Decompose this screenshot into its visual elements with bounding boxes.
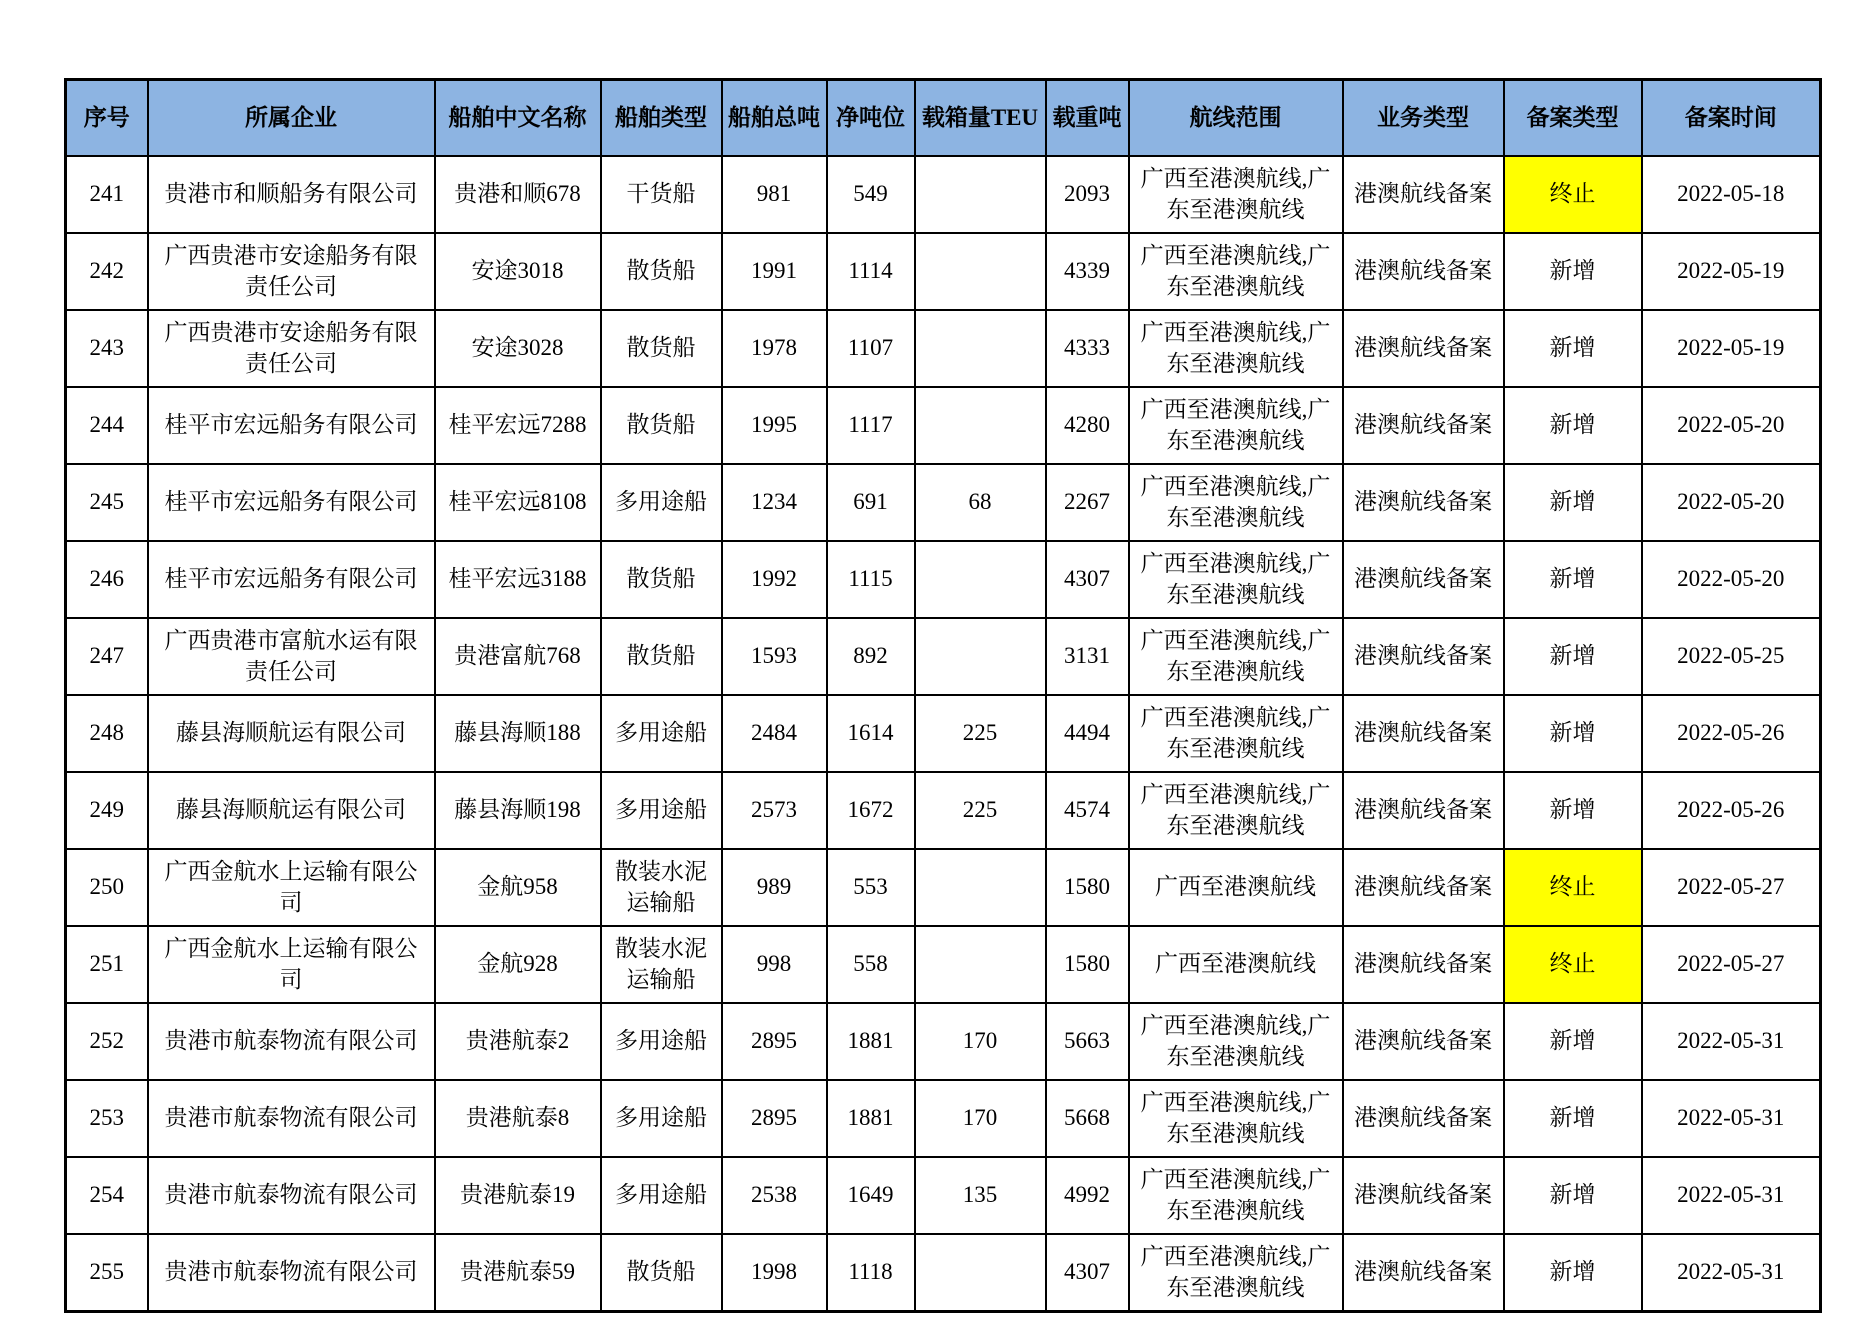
cell-teu	[915, 849, 1046, 926]
cell-route: 广西至港澳航线,广东至港澳航线	[1129, 772, 1343, 849]
cell-date: 2022-05-31	[1642, 1157, 1821, 1234]
cell-teu	[915, 926, 1046, 1003]
cell-filing: 新增	[1504, 233, 1642, 310]
cell-teu: 225	[915, 772, 1046, 849]
cell-ship: 贵港航泰19	[435, 1157, 601, 1234]
cell-date: 2022-05-25	[1642, 618, 1821, 695]
table-row	[66, 1080, 1821, 1157]
cell-business: 港澳航线备案	[1343, 772, 1504, 849]
ship-filing-table	[64, 78, 1822, 1313]
cell-company: 桂平市宏远船务有限公司	[148, 387, 435, 464]
cell-ship: 金航928	[435, 926, 601, 1003]
cell-net: 1114	[827, 233, 915, 310]
cell-business: 港澳航线备案	[1343, 849, 1504, 926]
cell-no: 241	[66, 156, 148, 233]
cell-teu	[915, 310, 1046, 387]
cell-gross: 1991	[722, 233, 827, 310]
cell-type: 散货船	[601, 387, 722, 464]
cell-business: 港澳航线备案	[1343, 1003, 1504, 1080]
cell-company: 贵港市航泰物流有限公司	[148, 1080, 435, 1157]
cell-business: 港澳航线备案	[1343, 926, 1504, 1003]
cell-route: 广西至港澳航线,广东至港澳航线	[1129, 541, 1343, 618]
cell-dwt: 4339	[1046, 233, 1129, 310]
cell-net: 553	[827, 849, 915, 926]
column-header-net: 净吨位	[827, 80, 915, 157]
header-row	[66, 80, 1821, 157]
cell-date: 2022-05-19	[1642, 233, 1821, 310]
column-header-type: 船舶类型	[601, 80, 722, 157]
cell-no: 245	[66, 464, 148, 541]
cell-dwt: 5668	[1046, 1080, 1129, 1157]
cell-no: 242	[66, 233, 148, 310]
cell-ship: 贵港和顺678	[435, 156, 601, 233]
cell-filing: 新增	[1504, 387, 1642, 464]
cell-dwt: 4307	[1046, 1234, 1129, 1312]
cell-teu	[915, 618, 1046, 695]
table-row	[66, 772, 1821, 849]
cell-no: 244	[66, 387, 148, 464]
table-row	[66, 849, 1821, 926]
cell-teu	[915, 1234, 1046, 1312]
cell-business: 港澳航线备案	[1343, 1234, 1504, 1312]
cell-route: 广西至港澳航线,广东至港澳航线	[1129, 1157, 1343, 1234]
cell-net: 1118	[827, 1234, 915, 1312]
cell-net: 691	[827, 464, 915, 541]
cell-type: 干货船	[601, 156, 722, 233]
table-body	[66, 156, 1821, 1312]
cell-ship: 桂平宏远3188	[435, 541, 601, 618]
cell-company: 贵港市航泰物流有限公司	[148, 1234, 435, 1312]
column-header-route: 航线范围	[1129, 80, 1343, 157]
cell-business: 港澳航线备案	[1343, 464, 1504, 541]
cell-no: 252	[66, 1003, 148, 1080]
cell-ship: 桂平宏远7288	[435, 387, 601, 464]
cell-route: 广西至港澳航线,广东至港澳航线	[1129, 233, 1343, 310]
table-row	[66, 618, 1821, 695]
cell-ship: 贵港航泰2	[435, 1003, 601, 1080]
cell-teu: 68	[915, 464, 1046, 541]
cell-gross: 1234	[722, 464, 827, 541]
cell-filing: 新增	[1504, 541, 1642, 618]
table-row	[66, 695, 1821, 772]
cell-dwt: 1580	[1046, 926, 1129, 1003]
cell-route: 广西至港澳航线,广东至港澳航线	[1129, 387, 1343, 464]
cell-filing: 新增	[1504, 464, 1642, 541]
cell-gross: 2538	[722, 1157, 827, 1234]
cell-company: 贵港市航泰物流有限公司	[148, 1157, 435, 1234]
cell-gross: 1978	[722, 310, 827, 387]
cell-no: 249	[66, 772, 148, 849]
cell-filing: 新增	[1504, 310, 1642, 387]
cell-teu	[915, 387, 1046, 464]
cell-ship: 贵港航泰8	[435, 1080, 601, 1157]
cell-type: 多用途船	[601, 1157, 722, 1234]
table-row	[66, 1234, 1821, 1312]
cell-date: 2022-05-26	[1642, 772, 1821, 849]
cell-date: 2022-05-31	[1642, 1234, 1821, 1312]
cell-dwt: 4333	[1046, 310, 1129, 387]
column-header-ship: 船舶中文名称	[435, 80, 601, 157]
table-row	[66, 387, 1821, 464]
cell-route: 广西至港澳航线,广东至港澳航线	[1129, 618, 1343, 695]
cell-teu: 170	[915, 1080, 1046, 1157]
cell-company: 贵港市和顺船务有限公司	[148, 156, 435, 233]
column-header-filing: 备案类型	[1504, 80, 1642, 157]
cell-business: 港澳航线备案	[1343, 1080, 1504, 1157]
cell-no: 254	[66, 1157, 148, 1234]
column-header-date: 备案时间	[1642, 80, 1821, 157]
table-row	[66, 541, 1821, 618]
cell-no: 246	[66, 541, 148, 618]
cell-route: 广西至港澳航线,广东至港澳航线	[1129, 1234, 1343, 1312]
cell-teu: 135	[915, 1157, 1046, 1234]
cell-business: 港澳航线备案	[1343, 310, 1504, 387]
cell-route: 广西至港澳航线,广东至港澳航线	[1129, 1080, 1343, 1157]
cell-gross: 1593	[722, 618, 827, 695]
cell-filing: 新增	[1504, 618, 1642, 695]
cell-gross: 2895	[722, 1080, 827, 1157]
cell-business: 港澳航线备案	[1343, 541, 1504, 618]
cell-dwt: 4307	[1046, 541, 1129, 618]
cell-type: 散货船	[601, 233, 722, 310]
cell-dwt: 4574	[1046, 772, 1129, 849]
cell-company: 桂平市宏远船务有限公司	[148, 464, 435, 541]
cell-net: 1614	[827, 695, 915, 772]
cell-net: 892	[827, 618, 915, 695]
cell-net: 1649	[827, 1157, 915, 1234]
column-header-company: 所属企业	[148, 80, 435, 157]
cell-filing: 新增	[1504, 772, 1642, 849]
cell-type: 多用途船	[601, 772, 722, 849]
table-row	[66, 926, 1821, 1003]
cell-gross: 998	[722, 926, 827, 1003]
cell-type: 散装水泥运输船	[601, 926, 722, 1003]
cell-company: 贵港市航泰物流有限公司	[148, 1003, 435, 1080]
cell-business: 港澳航线备案	[1343, 695, 1504, 772]
cell-filing: 终止	[1504, 849, 1642, 926]
cell-net: 1881	[827, 1080, 915, 1157]
cell-company: 广西金航水上运输有限公司	[148, 926, 435, 1003]
cell-business: 港澳航线备案	[1343, 233, 1504, 310]
column-header-dwt: 载重吨	[1046, 80, 1129, 157]
cell-business: 港澳航线备案	[1343, 156, 1504, 233]
cell-company: 桂平市宏远船务有限公司	[148, 541, 435, 618]
cell-dwt: 4494	[1046, 695, 1129, 772]
cell-date: 2022-05-26	[1642, 695, 1821, 772]
cell-ship: 安途3018	[435, 233, 601, 310]
table-row	[66, 1003, 1821, 1080]
cell-route: 广西至港澳航线,广东至港澳航线	[1129, 695, 1343, 772]
cell-filing: 新增	[1504, 1234, 1642, 1312]
table-row	[66, 310, 1821, 387]
cell-gross: 1992	[722, 541, 827, 618]
cell-ship: 藤县海顺188	[435, 695, 601, 772]
cell-dwt: 4992	[1046, 1157, 1129, 1234]
cell-no: 248	[66, 695, 148, 772]
cell-teu	[915, 233, 1046, 310]
cell-dwt: 2267	[1046, 464, 1129, 541]
cell-filing: 终止	[1504, 156, 1642, 233]
cell-date: 2022-05-27	[1642, 926, 1821, 1003]
cell-gross: 2573	[722, 772, 827, 849]
cell-date: 2022-05-20	[1642, 541, 1821, 618]
cell-gross: 1998	[722, 1234, 827, 1312]
cell-filing: 新增	[1504, 1003, 1642, 1080]
table-row	[66, 1157, 1821, 1234]
cell-type: 多用途船	[601, 695, 722, 772]
cell-dwt: 4280	[1046, 387, 1129, 464]
cell-no: 250	[66, 849, 148, 926]
column-header-teu: 载箱量TEU	[915, 80, 1046, 157]
cell-ship: 藤县海顺198	[435, 772, 601, 849]
cell-gross: 2895	[722, 1003, 827, 1080]
cell-net: 1881	[827, 1003, 915, 1080]
cell-type: 散装水泥运输船	[601, 849, 722, 926]
cell-type: 多用途船	[601, 1003, 722, 1080]
cell-filing: 终止	[1504, 926, 1642, 1003]
cell-teu: 170	[915, 1003, 1046, 1080]
cell-type: 散货船	[601, 310, 722, 387]
table-row	[66, 233, 1821, 310]
cell-date: 2022-05-20	[1642, 464, 1821, 541]
cell-route: 广西至港澳航线,广东至港澳航线	[1129, 156, 1343, 233]
cell-company: 藤县海顺航运有限公司	[148, 695, 435, 772]
cell-route: 广西至港澳航线,广东至港澳航线	[1129, 1003, 1343, 1080]
cell-net: 1117	[827, 387, 915, 464]
cell-route: 广西至港澳航线,广东至港澳航线	[1129, 464, 1343, 541]
column-header-business: 业务类型	[1343, 80, 1504, 157]
cell-route: 广西至港澳航线,广东至港澳航线	[1129, 310, 1343, 387]
cell-route: 广西至港澳航线	[1129, 926, 1343, 1003]
cell-date: 2022-05-27	[1642, 849, 1821, 926]
cell-date: 2022-05-31	[1642, 1080, 1821, 1157]
cell-net: 549	[827, 156, 915, 233]
cell-ship: 金航958	[435, 849, 601, 926]
cell-teu: 225	[915, 695, 1046, 772]
cell-filing: 新增	[1504, 1080, 1642, 1157]
cell-no: 247	[66, 618, 148, 695]
table-header	[66, 80, 1821, 157]
cell-no: 243	[66, 310, 148, 387]
cell-company: 广西贵港市安途船务有限责任公司	[148, 310, 435, 387]
cell-dwt: 5663	[1046, 1003, 1129, 1080]
cell-type: 散货船	[601, 1234, 722, 1312]
cell-date: 2022-05-20	[1642, 387, 1821, 464]
cell-no: 251	[66, 926, 148, 1003]
cell-type: 散货船	[601, 541, 722, 618]
cell-business: 港澳航线备案	[1343, 618, 1504, 695]
cell-company: 广西贵港市富航水运有限责任公司	[148, 618, 435, 695]
cell-dwt: 2093	[1046, 156, 1129, 233]
cell-no: 255	[66, 1234, 148, 1312]
column-header-gross: 船舶总吨	[722, 80, 827, 157]
cell-filing: 新增	[1504, 695, 1642, 772]
cell-type: 散货船	[601, 618, 722, 695]
cell-ship: 贵港富航768	[435, 618, 601, 695]
column-header-no: 序号	[66, 80, 148, 157]
cell-company: 藤县海顺航运有限公司	[148, 772, 435, 849]
cell-date: 2022-05-31	[1642, 1003, 1821, 1080]
cell-teu	[915, 156, 1046, 233]
cell-no: 253	[66, 1080, 148, 1157]
cell-ship: 桂平宏远8108	[435, 464, 601, 541]
cell-company: 广西金航水上运输有限公司	[148, 849, 435, 926]
cell-gross: 2484	[722, 695, 827, 772]
table-row	[66, 156, 1821, 233]
cell-ship: 安途3028	[435, 310, 601, 387]
cell-net: 1672	[827, 772, 915, 849]
cell-business: 港澳航线备案	[1343, 387, 1504, 464]
table-row	[66, 464, 1821, 541]
cell-route: 广西至港澳航线	[1129, 849, 1343, 926]
cell-gross: 989	[722, 849, 827, 926]
cell-gross: 1995	[722, 387, 827, 464]
cell-business: 港澳航线备案	[1343, 1157, 1504, 1234]
cell-company: 广西贵港市安途船务有限责任公司	[148, 233, 435, 310]
cell-type: 多用途船	[601, 1080, 722, 1157]
cell-type: 多用途船	[601, 464, 722, 541]
cell-dwt: 1580	[1046, 849, 1129, 926]
cell-dwt: 3131	[1046, 618, 1129, 695]
cell-filing: 新增	[1504, 1157, 1642, 1234]
cell-teu	[915, 541, 1046, 618]
cell-gross: 981	[722, 156, 827, 233]
cell-date: 2022-05-19	[1642, 310, 1821, 387]
cell-date: 2022-05-18	[1642, 156, 1821, 233]
cell-net: 558	[827, 926, 915, 1003]
cell-net: 1115	[827, 541, 915, 618]
cell-ship: 贵港航泰59	[435, 1234, 601, 1312]
cell-net: 1107	[827, 310, 915, 387]
